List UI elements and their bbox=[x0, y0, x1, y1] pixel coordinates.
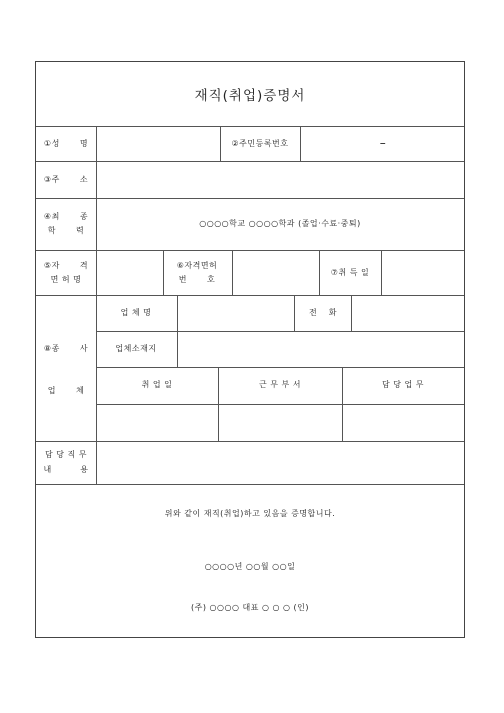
rrn-label: ②주민등록번호 bbox=[231, 139, 289, 148]
job-description-label-line2: 내 용 bbox=[43, 465, 89, 474]
education-value: ○○○○학교 ○○○○학과 (졸업·수료·중퇴) bbox=[199, 219, 361, 228]
column-divider bbox=[163, 250, 164, 295]
column-divider bbox=[96, 126, 97, 484]
license-number-label-line1: ⑥자격면허 bbox=[176, 261, 218, 270]
row-divider bbox=[36, 161, 464, 162]
address-label: ③주 소 bbox=[43, 175, 89, 184]
license-number-label-line2: 번 호 bbox=[178, 275, 216, 284]
row-divider bbox=[96, 367, 464, 368]
column-divider bbox=[218, 367, 219, 441]
workplace-label-line2: 업 체 bbox=[47, 386, 85, 395]
hire-date-label: 취 업 일 bbox=[141, 380, 173, 389]
job-description-label-line1: 담 당 직 무 bbox=[44, 450, 88, 459]
column-divider bbox=[300, 126, 301, 161]
page-title: 재직(취업)증명서 bbox=[194, 88, 306, 104]
license-label-line2: 면 허 명 bbox=[50, 275, 82, 284]
row-divider bbox=[36, 484, 464, 485]
certification-statement: 위와 같이 재직(취업)하고 있음을 증명합니다. bbox=[164, 509, 336, 518]
column-divider bbox=[342, 367, 343, 441]
acquisition-date-label: ⑦취 득 일 bbox=[330, 268, 370, 277]
workplace-label-line1: ⑧종 사 bbox=[43, 344, 89, 353]
issue-date: ○○○○년 ○○월 ○○일 bbox=[204, 562, 296, 571]
row-divider bbox=[36, 250, 464, 251]
education-label-line1: ④최 종 bbox=[43, 212, 89, 221]
row-divider bbox=[36, 441, 464, 442]
row-divider bbox=[36, 198, 464, 199]
row-divider bbox=[96, 404, 464, 405]
row-divider bbox=[36, 295, 464, 296]
duty-label: 담 당 업 무 bbox=[381, 380, 425, 389]
employment-certificate-form bbox=[35, 61, 465, 638]
column-divider bbox=[232, 250, 233, 295]
column-divider bbox=[319, 250, 320, 295]
company-address-label: 업체소재지 bbox=[115, 344, 157, 353]
license-label-line1: ⑤자 격 bbox=[43, 261, 89, 270]
column-divider bbox=[220, 126, 221, 161]
row-divider bbox=[96, 331, 464, 332]
department-label: 근 무 부 서 bbox=[258, 380, 302, 389]
column-divider bbox=[177, 295, 178, 367]
education-label-line2: 학 력 bbox=[47, 226, 85, 235]
column-divider bbox=[294, 295, 295, 331]
column-divider bbox=[351, 295, 352, 331]
company-name-label: 업 체 명 bbox=[120, 308, 152, 317]
row-divider bbox=[36, 126, 464, 127]
phone-label: 전 화 bbox=[309, 308, 337, 317]
name-label: ①성 명 bbox=[43, 139, 89, 148]
company-signature: (주) ○○○○ 대표 ○ ○ ○ (인) bbox=[190, 603, 310, 612]
rrn-dash: – bbox=[379, 136, 387, 150]
column-divider bbox=[381, 250, 382, 295]
